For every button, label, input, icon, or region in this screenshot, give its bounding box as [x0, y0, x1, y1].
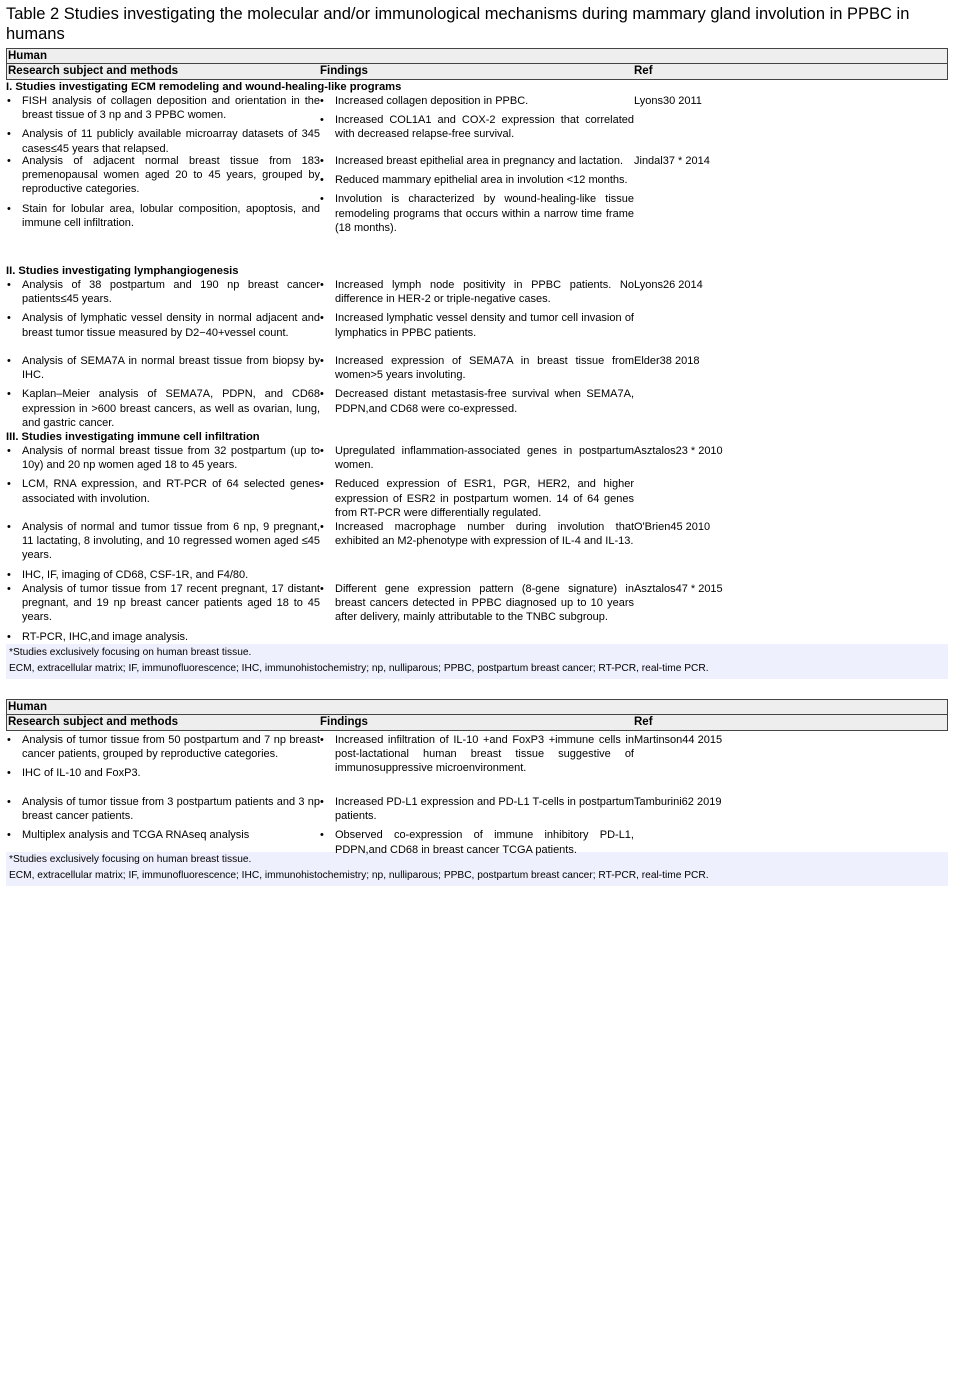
- findings-bullet: • Increased expression of SEMA7A in breast tissue from women>5 years involuting.: [319, 354, 634, 382]
- methods-bullet: • Kaplan–Meier analysis of SEMA7A, PDPN, and CD68 expression in >600 breast cancers, as well as ovarian, lung, and gastric cancer.: [6, 387, 320, 430]
- methods-cell: [6, 444, 320, 511]
- table-row: [6, 520, 948, 582]
- methods-cell: [6, 354, 320, 435]
- findings-bullet: • Observed co-expression of immune inhibitory PD-L1, PDPN,and CD68 in breast cancer TCGA patients.: [319, 828, 634, 856]
- findings-bullet: • Increased collagen deposition in PPBC.: [319, 94, 634, 108]
- ref-cell: Elder38 2018: [634, 355, 700, 367]
- findings-cell: [319, 582, 634, 630]
- column-header-ref: Ref: [634, 65, 653, 77]
- table-row: [6, 733, 948, 795]
- footnote-asterisk: *Studies exclusively focusing on human breast tissue.: [9, 854, 252, 865]
- findings-cell: [319, 733, 634, 781]
- column-header-row: [6, 715, 948, 731]
- findings-bullet: • Increased lymph node positivity in PPBC patients. No difference in HER-2 or triple-negative cases.: [319, 278, 634, 306]
- methods-bullet: • Analysis of 38 postpartum and 190 np breast cancer patients≤45 years.: [6, 278, 320, 306]
- ref-cell: Lyons26 2014: [634, 279, 703, 291]
- findings-cell: [319, 154, 634, 240]
- section-heading-lymphangiogenesis: II. Studies investigating lymphangiogenesis: [6, 265, 239, 277]
- table-row: [6, 582, 948, 644]
- table-group-header: Human: [6, 699, 948, 715]
- methods-bullet: • Analysis of tumor tissue from 17 recent pregnant, 17 distant pregnant, and 19 np breast cancer patients aged 18 to 45 years.: [6, 582, 320, 625]
- footnote-abbreviations: ECM, extracellular matrix; IF, immunofluorescence; IHC, immunohistochemistry; np, nulliparous; PPBC, postpartum breast cancer; RT-PCR, real-time PCR.: [9, 663, 709, 674]
- table-row: [6, 278, 948, 354]
- column-header-findings: Findings: [320, 716, 368, 728]
- table-row: [6, 444, 948, 520]
- methods-bullet: • Analysis of normal breast tissue from 32 postpartum (up to 10y) and 20 np women aged 18 to 45 years.: [6, 444, 320, 472]
- ref-cell: Asztalos23 * 2010: [634, 445, 723, 457]
- methods-bullet: • Analysis of SEMA7A in normal breast tissue from biopsy by IHC.: [6, 354, 320, 382]
- column-header-methods: Research subject and methods: [8, 65, 178, 77]
- methods-bullet: • IHC, IF, imaging of CD68, CSF-1R, and F4/80.: [6, 568, 320, 582]
- table-row: [6, 795, 948, 856]
- column-header-row: [6, 64, 948, 80]
- methods-bullet: • Analysis of normal and tumor tissue from 6 np, 9 pregnant, 11 lactating, 8 involuting, and 10 regressed women aged ≤45 years.: [6, 520, 320, 563]
- findings-cell: [319, 795, 634, 862]
- ref-cell: Tamburini62 2019: [634, 796, 722, 808]
- table-row: [6, 154, 948, 264]
- column-header-findings: Findings: [320, 65, 368, 77]
- findings-cell: [319, 444, 634, 525]
- findings-cell: [319, 520, 634, 553]
- findings-bullet: • Increased COL1A1 and COX-2 expression that correlated with decreased relapse-free survival.: [319, 113, 634, 141]
- ref-cell: Jindal37 * 2014: [634, 155, 710, 167]
- methods-bullet: • LCM, RNA expression, and RT-PCR of 64 selected genes associated with involution.: [6, 477, 320, 505]
- page-title: Table 2 Studies investigating the molecular and/or immunological mechanisms during mammary gland involution in PPBC in humans: [6, 5, 910, 43]
- column-header-ref: Ref: [634, 716, 653, 728]
- table-footnotes: [6, 644, 948, 679]
- findings-bullet: • Increased PD-L1 expression and PD-L1 T-cells in postpartum patients.: [319, 795, 634, 823]
- ref-cell: Martinson44 2015: [634, 734, 723, 746]
- findings-bullet: • Increased infiltration of IL-10 +and FoxP3 +immune cells in post-lactational human breast tissue suggestive of immunosuppressive microenvironment.: [319, 733, 634, 776]
- methods-cell: [6, 520, 320, 582]
- methods-bullet: • Multiplex analysis and TCGA RNAseq analysis: [6, 828, 320, 842]
- findings-bullet: • Decreased distant metastasis-free survival when SEMA7A, PDPN,and CD68 were co-expressed.: [319, 387, 634, 415]
- methods-bullet: • Analysis of lymphatic vessel density in normal adjacent and breast tumor tissue measured by D2−40+vessel count.: [6, 311, 320, 339]
- section-heading-immune: III. Studies investigating immune cell infiltration: [6, 431, 260, 443]
- findings-bullet: • Involution is characterized by wound-healing-like tissue remodeling programs that occurs within a narrow time frame (18 months).: [319, 192, 634, 235]
- methods-bullet: • Analysis of 11 publicly available microarray datasets of 345 cases≤45 years that relapsed.: [6, 127, 320, 155]
- findings-bullet: • Increased lymphatic vessel density and tumor cell invasion of lymphatics in PPBC patients.: [319, 311, 634, 339]
- footnote-abbreviations: ECM, extracellular matrix; IF, immunofluorescence; IHC, immunohistochemistry; np, nulliparous; PPBC, postpartum breast cancer; RT-PCR, real-time PCR.: [9, 870, 709, 881]
- methods-cell: [6, 582, 320, 649]
- footnote-asterisk: *Studies exclusively focusing on human breast tissue.: [9, 647, 252, 658]
- table-2: [6, 699, 948, 886]
- methods-cell: [6, 94, 320, 161]
- ref-cell: O'Brien45 2010: [634, 521, 711, 533]
- findings-bullet: • Upregulated inflammation-associated genes in postpartum women.: [319, 444, 634, 472]
- methods-bullet: • Analysis of adjacent normal breast tissue from 183 premenopausal women aged 20 to 45 years, grouped by reproductive categories.: [6, 154, 320, 197]
- table-1: [6, 48, 948, 679]
- findings-bullet: • Different gene expression pattern (8-gene signature) in breast cancers detected in PPBC diagnosed up to 10 years after delivery, mainly attributable to the TNBC subgroup.: [319, 582, 634, 625]
- table-row: [6, 94, 948, 154]
- methods-cell: [6, 278, 320, 345]
- methods-cell: [6, 733, 320, 781]
- ref-cell: Asztalos47 * 2015: [634, 583, 723, 595]
- findings-cell: [319, 354, 634, 421]
- methods-bullet: • Analysis of tumor tissue from 3 postpartum patients and 3 np breast cancer patients.: [6, 795, 320, 823]
- methods-cell: [6, 795, 320, 848]
- methods-bullet: • Stain for lobular area, lobular composition, apoptosis, and immune cell infiltration.: [6, 202, 320, 230]
- findings-bullet: • Reduced mammary epithelial area in involution <12 months.: [319, 173, 634, 187]
- table-row: [6, 354, 948, 430]
- findings-cell: [319, 278, 634, 345]
- findings-cell: [319, 94, 634, 147]
- section-heading-ecm: I. Studies investigating ECM remodeling and wound-healing-like programs: [6, 81, 402, 93]
- findings-bullet: • Increased breast epithelial area in pregnancy and lactation.: [319, 154, 634, 168]
- table-group-header: Human: [6, 48, 948, 64]
- methods-bullet: • RT-PCR, IHC,and image analysis.: [6, 630, 320, 644]
- findings-bullet: • Reduced expression of ESR1, PGR, HER2, and higher expression of ESR2 in postpartum women. 14 of 64 genes from RT-PCR were differentially regulated.: [319, 477, 634, 520]
- methods-bullet: • IHC of IL-10 and FoxP3.: [6, 766, 320, 780]
- column-header-methods: Research subject and methods: [8, 716, 178, 728]
- methods-bullet: • Analysis of tumor tissue from 50 postpartum and 7 np breast cancer patients, grouped by reproductive categories.: [6, 733, 320, 761]
- methods-bullet: • FISH analysis of collagen deposition and orientation in the breast tissue of 3 np and 3 PPBC women.: [6, 94, 320, 122]
- ref-cell: Lyons30 2011: [634, 95, 702, 107]
- methods-cell: [6, 154, 320, 235]
- findings-bullet: • Increased macrophage number during involution that exhibited an M2-phenotype with expression of IL-4 and IL-13.: [319, 520, 634, 548]
